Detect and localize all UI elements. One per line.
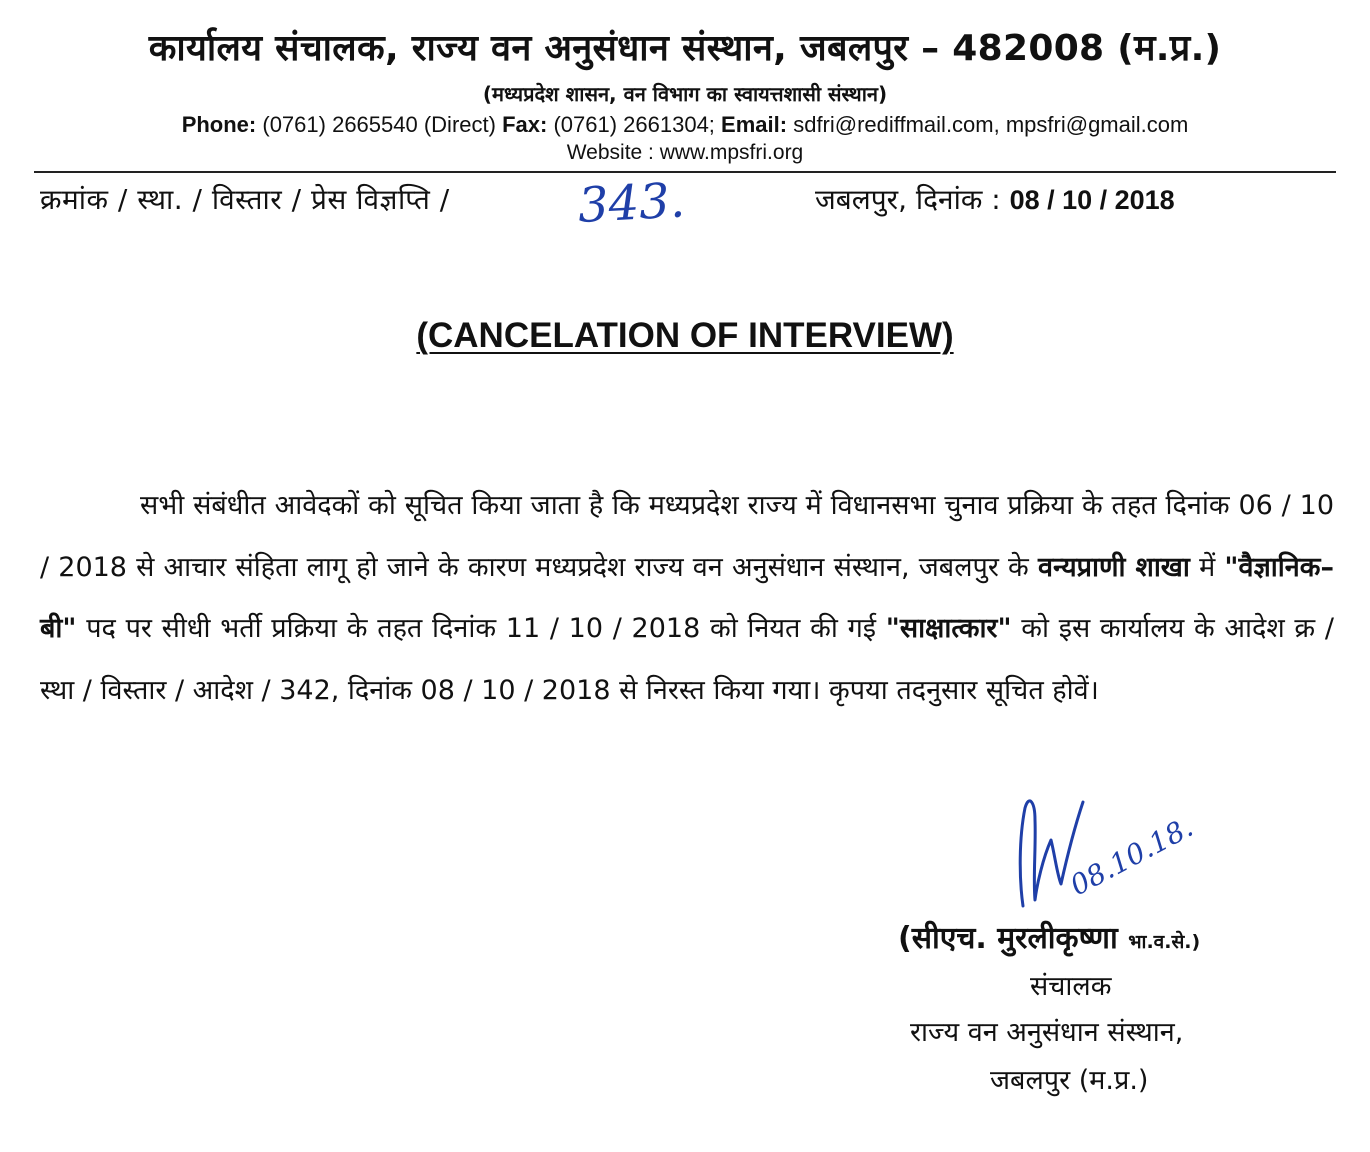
handwritten-signature [1005, 788, 1205, 918]
date-prefix: जबलपुर, दिनांक : [815, 183, 1001, 216]
body-bold-post: "वैज्ञानिक–बी" [40, 551, 1334, 644]
body-part-4: को इस कार्यालय के आदेश क्र / स्था / विस्तार / आदेश / 342, दिनांक 08 / 10 / 2018 से निरस्त किया गया। कृपया तदनुसार सूचित होवें। [40, 613, 1334, 706]
body-part-3: पद पर सीधी भर्ती प्रक्रिया के तहत दिनांक 11 / 10 / 2018 को नियत की गई [86, 613, 877, 644]
signatory-designation: संचालक [1030, 971, 1112, 1002]
reference-date [815, 180, 1175, 218]
email-value: sdfri@rediffmail.com, mpsfri@gmail.com [793, 112, 1189, 137]
heading-text: (CANCELATION OF INTERVIEW) [416, 316, 954, 355]
signatory-service-suffix: भा.व.से.) [1128, 931, 1201, 953]
date-value: 08 / 10 / 2018 [1009, 185, 1175, 215]
reference-number-handwritten: 343. [576, 172, 687, 234]
fax-value: (0761) 2661304; [553, 112, 715, 137]
email-label: Email: [721, 112, 788, 137]
reference-prefix: क्रमांक / स्था. / विस्तार / प्रेस विज्ञप्ति / [40, 183, 450, 216]
signatory-place: जबलपुर (म.प्र.) [990, 1065, 1149, 1096]
fax-label: Fax: [502, 112, 548, 137]
signatory-name [898, 916, 1200, 957]
signatory-name-text: (सीएच. मुरलीकृष्णा [898, 921, 1118, 956]
header-divider [34, 171, 1336, 173]
signatory-organization: राज्य वन अनुसंधान संस्थान, [910, 1017, 1184, 1048]
phone-label: Phone: [181, 112, 257, 137]
document-heading [0, 316, 1370, 356]
organization-title: कार्यालय संचालक, राज्य वन अनुसंधान संस्थान, जबलपुर – 482008 (म.प्र.) [148, 28, 1222, 69]
body-part-1: सभी संबंधीत आवेदकों को सूचित किया जाता है कि मध्यप्रदेश राज्य में विधानसभा चुनाव प्रक्रिया के तहत दिनांक 06 / 10 / 2018 से आचार संहिता लागू हो जाने के कारण मध्यप्रदेश राज्य वन अनुसंधान संस्थान, जबलपुर के [40, 490, 1334, 583]
body-bold-interview: "साक्षात्कार" [885, 613, 1012, 644]
organization-subtitle: (मध्यप्रदेश शासन, वन विभाग का स्वायत्तशासी संस्थान) [482, 82, 888, 106]
signature-date: 08.10.18. [1064, 810, 1199, 903]
body-part-2: में [1199, 551, 1216, 583]
notice-body [40, 475, 1334, 721]
body-bold-branch: वन्यप्राणी शाखा [1037, 551, 1190, 583]
website-line: Website : www.mpsfri.org [566, 141, 804, 164]
phone-value: (0761) 2665540 (Direct) [262, 112, 496, 137]
contact-line [0, 112, 1370, 138]
